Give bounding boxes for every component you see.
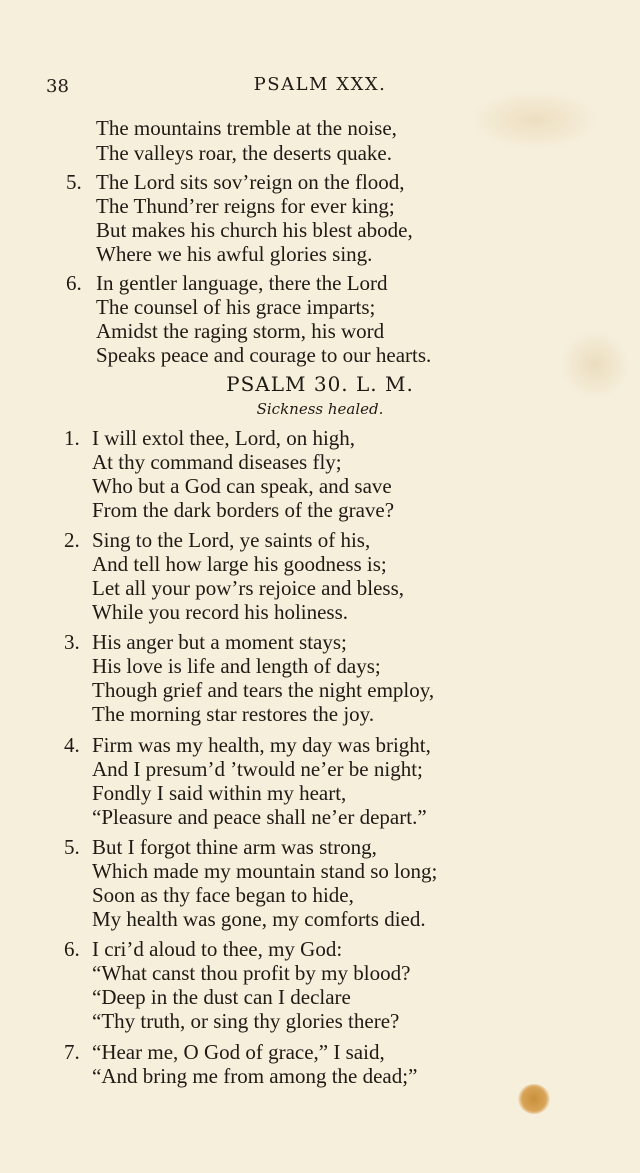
verse-line: While you record his holiness.	[92, 600, 349, 624]
verse-line: In gentler language, there the Lord	[96, 271, 388, 295]
verse-line: But I forgot thine arm was strong,	[92, 835, 377, 859]
verse-line: My health was gone, my comforts died.	[92, 907, 426, 931]
verse-number: 2.	[64, 528, 80, 552]
verse-line: His anger but a moment stays;	[92, 630, 347, 654]
verse-number: 6.	[66, 271, 82, 295]
verse-line: Amidst the raging storm, his word	[96, 319, 385, 343]
verse-line: The Lord sits sov’reign on the flood,	[96, 170, 405, 194]
verse-line: Sing to the Lord, ye saints of his,	[92, 528, 371, 552]
verse-line: At thy command diseases fly;	[92, 450, 342, 474]
verse-line: “And bring me from among the dead;”	[92, 1064, 418, 1088]
verse-line: Soon as thy face began to hide,	[92, 883, 354, 907]
psalm-subtitle: Sickness healed.	[256, 400, 384, 418]
running-head: PSALM XXX.	[253, 74, 387, 95]
verse-line: “What canst thou profit by my blood?	[92, 961, 411, 985]
verse-line: The morning star restores the joy.	[92, 702, 375, 726]
verse-line: Speaks peace and courage to our hearts.	[96, 343, 432, 367]
verse-number: 7.	[64, 1040, 80, 1064]
verse-line: “Hear me, O God of grace,” I said,	[92, 1040, 385, 1064]
verse-line: The Thund’rer reigns for ever king;	[96, 194, 395, 218]
verse-number: 3.	[64, 630, 80, 654]
verse-line: The valleys roar, the deserts quake.	[96, 141, 392, 165]
verse-line: Though grief and tears the night employ,	[92, 678, 435, 702]
foxing-stain	[470, 90, 600, 150]
verse-line: Which made my mountain stand so long;	[92, 859, 438, 883]
verse-line: I cri’d aloud to thee, my God:	[92, 937, 343, 961]
verse-number: 1.	[64, 426, 80, 450]
verse-number: 4.	[64, 733, 80, 757]
verse-line: “Pleasure and peace shall ne’er depart.”	[92, 805, 427, 829]
verse-number: 6.	[64, 937, 80, 961]
verse-line: I will extol thee, Lord, on high,	[92, 426, 356, 450]
verse-line: But makes his church his blest abode,	[96, 218, 413, 242]
verse-line: The mountains tremble at the noise,	[96, 116, 397, 140]
verse-line: The counsel of his grace imparts;	[96, 295, 376, 319]
verse-line: Firm was my health, my day was bright,	[92, 733, 431, 757]
psalm-title: PSALM 30. L. M.	[226, 372, 414, 396]
verse-line: And tell how large his goodness is;	[92, 552, 387, 576]
verse-line: Who but a God can speak, and save	[92, 474, 392, 498]
verse-line: From the dark borders of the grave?	[92, 498, 395, 522]
verse-line: Where we his awful glories sing.	[96, 242, 373, 266]
verse-line: Fondly I said within my heart,	[92, 781, 347, 805]
foxing-stain	[518, 1084, 550, 1114]
verse-line: “Deep in the dust can I declare	[92, 985, 351, 1009]
verse-line: “Thy truth, or sing thy glories there?	[92, 1009, 400, 1033]
verse-number: 5.	[66, 170, 82, 194]
page-number: 38	[46, 76, 69, 97]
verse-line: His love is life and length of days;	[92, 654, 381, 678]
verse-line: And I presum’d ’twould ne’er be night;	[92, 757, 423, 781]
verse-number: 5.	[64, 835, 80, 859]
verse-line: Let all your pow’rs rejoice and bless,	[92, 576, 404, 600]
